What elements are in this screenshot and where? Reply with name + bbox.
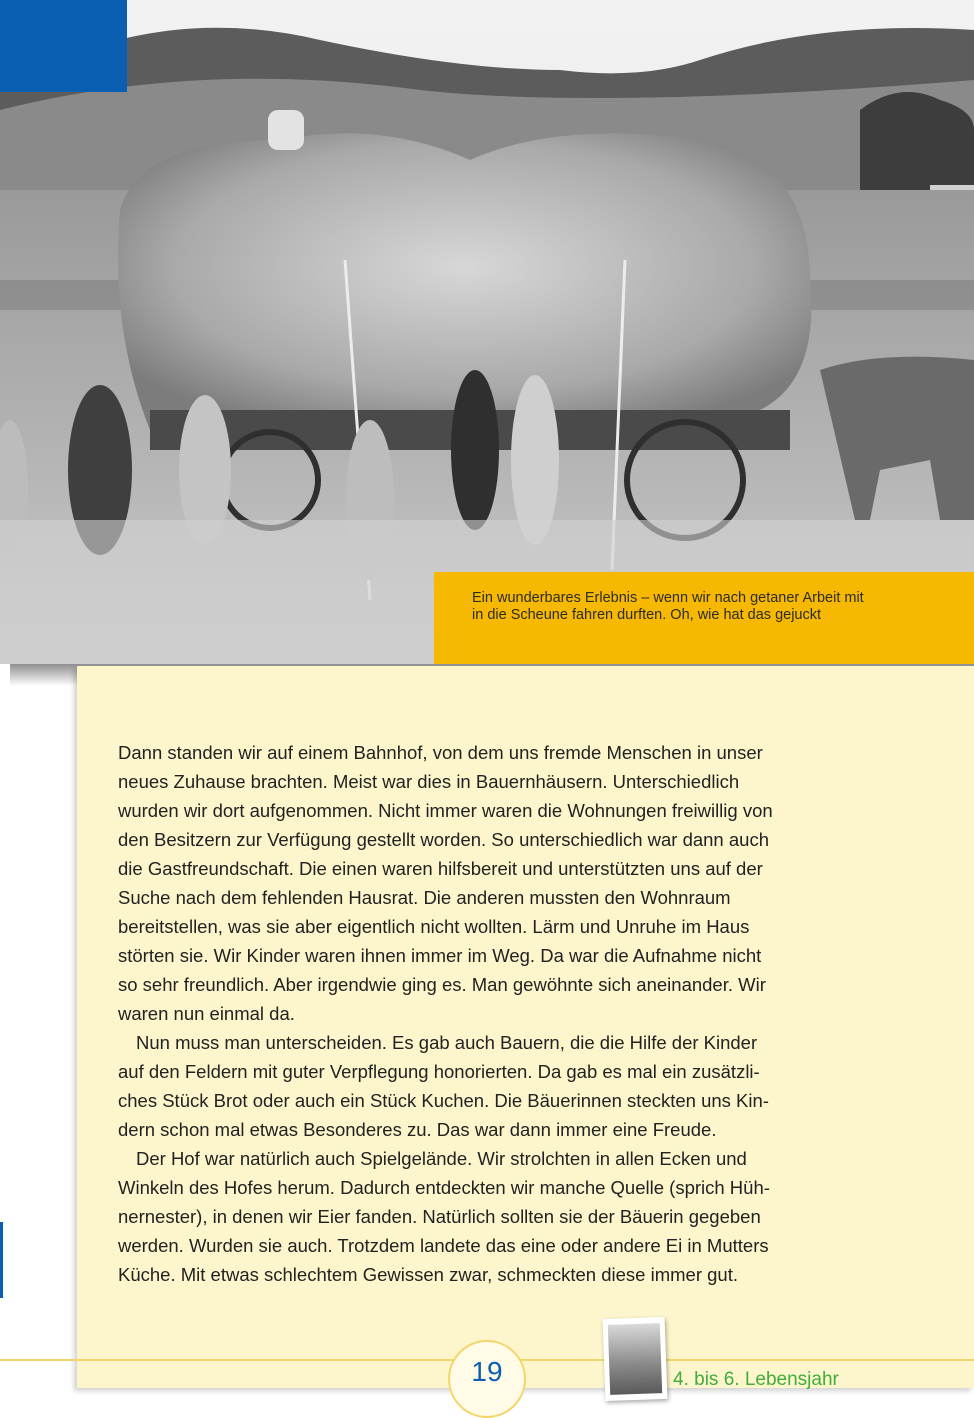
- body-line: auf den Feldern mit guter Verpflegung honorierten. Da gab es mal ein zusätzli-: [118, 1061, 760, 1082]
- left-margin-rule: [0, 1222, 3, 1298]
- photo-caption-box: [434, 572, 974, 664]
- thumbnail-photo: [603, 1317, 668, 1401]
- body-line: werden. Wurden sie auch. Trotzdem landete das eine oder andere Ei in Mutters: [118, 1235, 769, 1256]
- body-line: dern schon mal etwas Besonderes zu. Das war dann immer eine Freude.: [118, 1119, 717, 1140]
- body-line: Nun muss man unterscheiden. Es gab auch Bauern, die die Hilfe der Kinder: [136, 1032, 758, 1053]
- body-line: so sehr freundlich. Aber irgendwie ging es. Man gewöhnte sich aneinander. Wir: [118, 974, 766, 995]
- body-line: die Gastfreundschaft. Die einen waren hilfsbereit und unterstützten uns auf der: [118, 858, 763, 879]
- thumbnail-image: [608, 1323, 662, 1395]
- page-number: 19: [471, 1356, 503, 1387]
- body-line: störten sie. Wir Kinder waren ihnen immer im Weg. Da war die Aufnahme nicht: [118, 945, 762, 966]
- body-line: waren nun einmal da.: [118, 1003, 295, 1024]
- section-label: 4. bis 6. Lebensjahr: [673, 1369, 839, 1390]
- body-line: Suche nach dem fehlenden Hausrat. Die anderen mussten den Wohnraum: [118, 887, 731, 908]
- body-line: Dann standen wir auf einem Bahnhof, von dem uns fremde Menschen in unser: [118, 742, 763, 763]
- body-line: Der Hof war natürlich auch Spielgelände. Wir strolchten in allen Ecken und: [136, 1148, 747, 1169]
- body-line: bereitstellen, was sie aber eigentlich nicht wollten. Lärm und Unruhe im Haus: [118, 916, 750, 937]
- body-line: neues Zuhause brachten. Meist war dies in Bauernhäusern. Unterschiedlich: [118, 771, 740, 792]
- hay-wagon-photo: [0, 0, 974, 664]
- body-text: [118, 738, 878, 1289]
- body-line: Winkeln des Hofes herum. Dadurch entdeckten wir manche Quelle (sprich Hüh-: [118, 1177, 770, 1198]
- body-line: wurden wir dort aufgenommen. Nicht immer waren die Wohnungen freiwillig von: [118, 800, 773, 821]
- body-line: nernester), in denen wir Eier fanden. Natürlich sollten sie der Bäuerin gegeben: [118, 1206, 761, 1227]
- body-line: ches Stück Brot oder auch ein Stück Kuchen. Die Bäuerinnen steckten uns Kin-: [118, 1090, 769, 1111]
- blue-corner-block: [0, 0, 127, 92]
- body-line: den Besitzern zur Verfügung gestellt worden. So unterschiedlich war dann auch: [118, 829, 769, 850]
- photo-caption: Ein wunderbares Erlebnis – wenn wir nach getaner Arbeit mit in die Scheune fahren durften. Oh, wie hat das gejuckt: [472, 590, 864, 623]
- body-line: Küche. Mit etwas schlechtem Gewissen zwar, schmeckten diese immer gut.: [118, 1264, 738, 1285]
